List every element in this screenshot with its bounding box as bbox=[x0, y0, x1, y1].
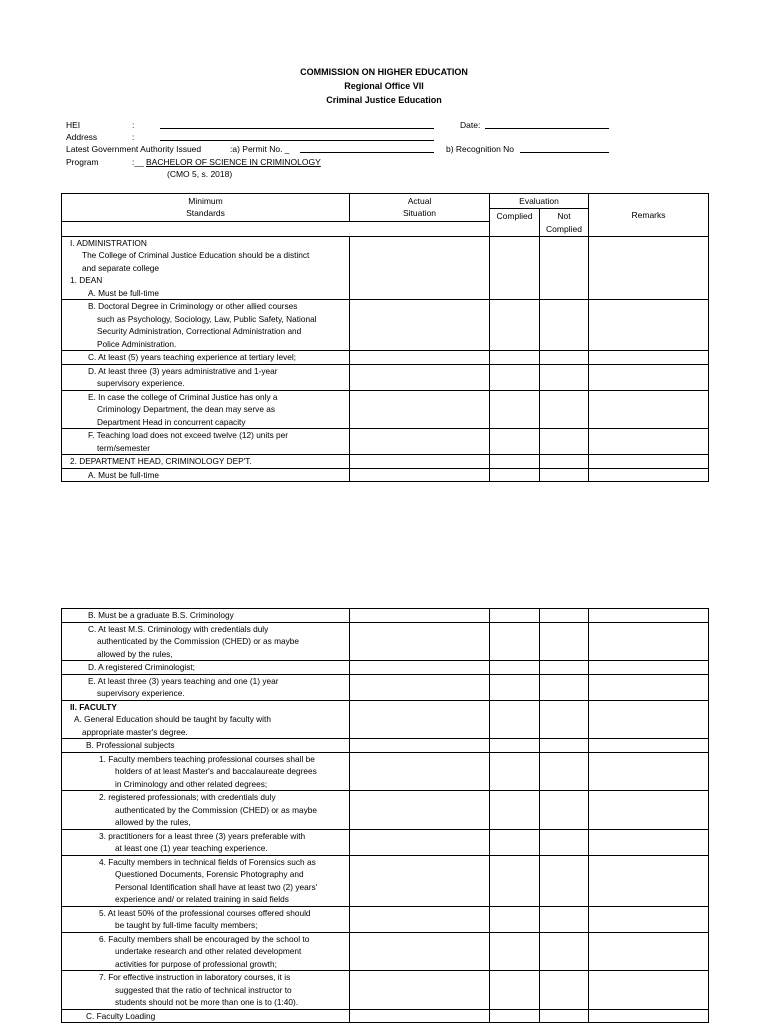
doc-subtitle-program: Criminal Justice Education bbox=[326, 95, 442, 105]
complied-cell[interactable] bbox=[490, 855, 540, 906]
col-not-complied: Not Complied bbox=[540, 209, 589, 237]
not-complied-cell[interactable] bbox=[540, 791, 589, 830]
complied-cell[interactable] bbox=[490, 791, 540, 830]
standard-cell: E. In case the college of Criminal Justice has only a Criminology Department, the dean may serve as Department Head in concurrent capacity bbox=[62, 390, 350, 429]
actual-situation-cell[interactable] bbox=[350, 300, 490, 351]
complied-cell[interactable] bbox=[490, 300, 540, 351]
not-complied-cell[interactable] bbox=[540, 609, 589, 623]
not-complied-cell[interactable] bbox=[540, 1009, 589, 1023]
date-field[interactable] bbox=[485, 119, 609, 129]
table-row bbox=[62, 390, 709, 429]
table-row bbox=[62, 855, 709, 906]
authority-label: Latest Government Authority Issued bbox=[66, 144, 202, 154]
not-complied-cell[interactable] bbox=[540, 390, 589, 429]
program-prefix: :__ bbox=[132, 157, 144, 167]
table-row bbox=[62, 829, 709, 855]
remarks-cell[interactable] bbox=[589, 364, 709, 390]
table-row bbox=[62, 906, 709, 932]
remarks-cell[interactable] bbox=[589, 932, 709, 971]
complied-cell[interactable] bbox=[490, 455, 540, 469]
complied-cell[interactable] bbox=[490, 351, 540, 365]
standard-cell: F. Teaching load does not exceed twelve (12) units per term/semester bbox=[62, 429, 350, 455]
table-row bbox=[62, 236, 709, 300]
standard-cell: C. At least (5) years teaching experience at tertiary level; bbox=[62, 351, 350, 365]
actual-situation-cell[interactable] bbox=[350, 661, 490, 675]
table-row bbox=[62, 300, 709, 351]
standard-cell: A. Must be full-time bbox=[62, 468, 350, 482]
standard-cell: 4. Faculty members in technical fields of Forensics such as Questioned Documents, Forensic Photography and Personal Identification shall have at least two (2) years' experience and/ or related training in said fields bbox=[62, 855, 350, 906]
table-row bbox=[62, 468, 709, 482]
table-row bbox=[62, 609, 709, 623]
remarks-cell[interactable] bbox=[589, 468, 709, 482]
table-row bbox=[62, 622, 709, 661]
complied-cell[interactable] bbox=[490, 364, 540, 390]
table-row bbox=[62, 932, 709, 971]
recognition-label: b) Recognition No bbox=[446, 144, 515, 154]
actual-situation-cell[interactable] bbox=[350, 351, 490, 365]
complied-cell[interactable] bbox=[490, 390, 540, 429]
standard-cell: 2. DEPARTMENT HEAD, CRIMINOLOGY DEP'T. bbox=[62, 455, 350, 469]
not-complied-cell[interactable] bbox=[540, 622, 589, 661]
not-complied-cell[interactable] bbox=[540, 700, 589, 739]
table-row bbox=[62, 674, 709, 700]
complied-cell[interactable] bbox=[490, 906, 540, 932]
remarks-cell[interactable] bbox=[589, 661, 709, 675]
standard-cell: C. At least M.S. Criminology with credentials duly authenticated by the Commission (CHED) or as maybe allowed by the rules, bbox=[62, 622, 350, 661]
actual-situation-cell[interactable] bbox=[350, 236, 490, 300]
complied-cell[interactable] bbox=[490, 609, 540, 623]
standard-cell: 6. Faculty members shall be encouraged by the school to undertake research and other related development activities for purpose of professional growth; bbox=[62, 932, 350, 971]
complied-cell[interactable] bbox=[490, 468, 540, 482]
actual-situation-cell[interactable] bbox=[350, 829, 490, 855]
remarks-cell[interactable] bbox=[589, 351, 709, 365]
standard-cell: 1. Faculty members teaching professional courses shall be holders of at least Master's and baccalaureate degrees in Criminology and other related degrees; bbox=[62, 752, 350, 791]
remarks-cell[interactable] bbox=[589, 1009, 709, 1023]
date-label: Date: bbox=[460, 120, 481, 130]
table-row bbox=[62, 364, 709, 390]
col-actual-situation: Actual Situation bbox=[350, 194, 490, 222]
actual-situation-cell[interactable] bbox=[350, 1009, 490, 1023]
standard-cell: B. Doctoral Degree in Criminology or other allied courses such as Psychology, Sociology, Law, Public Safety, National Security Administration, Correctional Administration and Police Administration. bbox=[62, 300, 350, 351]
standard-cell: B. Must be a graduate B.S. Criminology bbox=[62, 609, 350, 623]
table-row bbox=[62, 739, 709, 753]
standard-cell: 7. For effective instruction in laboratory courses, it is suggested that the ratio of technical instructor to students should not be more than one is to (1:40). bbox=[62, 971, 350, 1010]
actual-situation-cell[interactable] bbox=[350, 364, 490, 390]
actual-situation-cell[interactable] bbox=[350, 932, 490, 971]
actual-situation-cell[interactable] bbox=[350, 674, 490, 700]
not-complied-cell[interactable] bbox=[540, 364, 589, 390]
table-row bbox=[62, 700, 709, 739]
remarks-cell[interactable] bbox=[589, 791, 709, 830]
table-row bbox=[62, 661, 709, 675]
actual-situation-cell[interactable] bbox=[350, 429, 490, 455]
actual-situation-cell[interactable] bbox=[350, 752, 490, 791]
col-complied: Complied bbox=[490, 209, 540, 237]
complied-cell[interactable] bbox=[490, 661, 540, 675]
hei-colon: : bbox=[132, 120, 135, 130]
standard-cell: II. FACULTY A. General Education should be taught by faculty with appropriate master's degree. bbox=[62, 700, 350, 739]
complied-cell[interactable] bbox=[490, 932, 540, 971]
not-complied-cell[interactable] bbox=[540, 236, 589, 300]
not-complied-cell[interactable] bbox=[540, 906, 589, 932]
remarks-cell[interactable] bbox=[589, 855, 709, 906]
actual-situation-cell[interactable] bbox=[350, 455, 490, 469]
actual-situation-cell[interactable] bbox=[350, 468, 490, 482]
evaluation-table-page1 bbox=[61, 193, 709, 482]
remarks-cell[interactable] bbox=[589, 622, 709, 661]
standard-cell: 3. practitioners for a least three (3) years preferable with at least one (1) year teaching experience. bbox=[62, 829, 350, 855]
program-value: BACHELOR OF SCIENCE IN CRIMINOLOGY bbox=[146, 157, 321, 167]
remarks-cell[interactable] bbox=[589, 236, 709, 300]
not-complied-cell[interactable] bbox=[540, 971, 589, 1010]
standard-cell: D. At least three (3) years administrative and 1-year supervisory experience. bbox=[62, 364, 350, 390]
actual-situation-cell[interactable] bbox=[350, 739, 490, 753]
complied-cell[interactable] bbox=[490, 829, 540, 855]
not-complied-cell[interactable] bbox=[540, 829, 589, 855]
complied-cell[interactable] bbox=[490, 1009, 540, 1023]
standard-cell: 2. registered professionals; with credentials duly authenticated by the Commission (CHED) or as maybe allowed by the rules, bbox=[62, 791, 350, 830]
doc-subtitle-region: Regional Office VII bbox=[344, 81, 424, 91]
complied-cell[interactable] bbox=[490, 622, 540, 661]
table-row bbox=[62, 791, 709, 830]
complied-cell[interactable] bbox=[490, 700, 540, 739]
complied-cell[interactable] bbox=[490, 236, 540, 300]
col-evaluation: Evaluation bbox=[490, 194, 589, 209]
complied-cell[interactable] bbox=[490, 429, 540, 455]
not-complied-cell[interactable] bbox=[540, 855, 589, 906]
hei-label: HEI bbox=[66, 120, 81, 130]
table-row bbox=[62, 1009, 709, 1023]
not-complied-cell[interactable] bbox=[540, 429, 589, 455]
not-complied-cell[interactable] bbox=[540, 674, 589, 700]
actual-situation-cell[interactable] bbox=[350, 622, 490, 661]
table-row bbox=[62, 351, 709, 365]
complied-cell[interactable] bbox=[490, 971, 540, 1010]
remarks-cell[interactable] bbox=[589, 300, 709, 351]
remarks-cell[interactable] bbox=[589, 609, 709, 623]
hei-field[interactable] bbox=[160, 119, 434, 129]
recognition-field[interactable] bbox=[520, 143, 609, 153]
actual-situation-cell[interactable] bbox=[350, 791, 490, 830]
meta-block bbox=[66, 119, 716, 183]
standard-cell: B. Professional subjects bbox=[62, 739, 350, 753]
actual-situation-cell[interactable] bbox=[350, 700, 490, 739]
not-complied-cell[interactable] bbox=[540, 351, 589, 365]
table-row bbox=[62, 752, 709, 791]
col-remarks: Remarks bbox=[589, 194, 709, 237]
actual-situation-cell[interactable] bbox=[350, 390, 490, 429]
actual-situation-cell[interactable] bbox=[350, 906, 490, 932]
actual-situation-cell[interactable] bbox=[350, 855, 490, 906]
not-complied-cell[interactable] bbox=[540, 752, 589, 791]
cmo-reference: (CMO 5, s. 2018) bbox=[167, 169, 233, 179]
remarks-cell[interactable] bbox=[589, 829, 709, 855]
actual-situation-cell[interactable] bbox=[350, 971, 490, 1010]
complied-cell[interactable] bbox=[490, 674, 540, 700]
program-label: Program bbox=[66, 157, 99, 167]
not-complied-cell[interactable] bbox=[540, 300, 589, 351]
remarks-cell[interactable] bbox=[589, 752, 709, 791]
permit-field[interactable] bbox=[300, 143, 434, 153]
table-row bbox=[62, 455, 709, 469]
remarks-cell[interactable] bbox=[589, 700, 709, 739]
table-row bbox=[62, 971, 709, 1010]
evaluation-table-page2 bbox=[61, 608, 709, 1023]
table-row bbox=[62, 429, 709, 455]
address-colon: : bbox=[132, 132, 135, 142]
doc-title: COMMISSION ON HIGHER EDUCATION bbox=[300, 67, 468, 77]
remarks-cell[interactable] bbox=[589, 429, 709, 455]
col-minimum-standards: Minimum Standards bbox=[62, 194, 350, 222]
standard-cell: C. Faculty Loading bbox=[62, 1009, 350, 1023]
standard-cell: D. A registered Criminologist; bbox=[62, 661, 350, 675]
actual-situation-cell[interactable] bbox=[350, 609, 490, 623]
complied-cell[interactable] bbox=[490, 752, 540, 791]
not-complied-cell[interactable] bbox=[540, 455, 589, 469]
remarks-cell[interactable] bbox=[589, 971, 709, 1010]
remarks-cell[interactable] bbox=[589, 455, 709, 469]
address-field[interactable] bbox=[160, 131, 434, 141]
address-label: Address bbox=[66, 132, 98, 142]
remarks-cell[interactable] bbox=[589, 906, 709, 932]
standard-cell: E. At least three (3) years teaching and one (1) year supervisory experience. bbox=[62, 674, 350, 700]
remarks-cell[interactable] bbox=[589, 739, 709, 753]
standard-cell: 5. At least 50% of the professional courses offered should be taught by full-time faculty members; bbox=[62, 906, 350, 932]
permit-label: :a) Permit No. _ bbox=[230, 144, 290, 154]
not-complied-cell[interactable] bbox=[540, 468, 589, 482]
not-complied-cell[interactable] bbox=[540, 932, 589, 971]
remarks-cell[interactable] bbox=[589, 674, 709, 700]
not-complied-cell[interactable] bbox=[540, 661, 589, 675]
not-complied-cell[interactable] bbox=[540, 739, 589, 753]
complied-cell[interactable] bbox=[490, 739, 540, 753]
remarks-cell[interactable] bbox=[589, 390, 709, 429]
standard-cell: I. ADMINISTRATION The College of Criminal Justice Education should be a distinct and separate college 1. DEAN A. Must be full-time bbox=[62, 236, 350, 300]
